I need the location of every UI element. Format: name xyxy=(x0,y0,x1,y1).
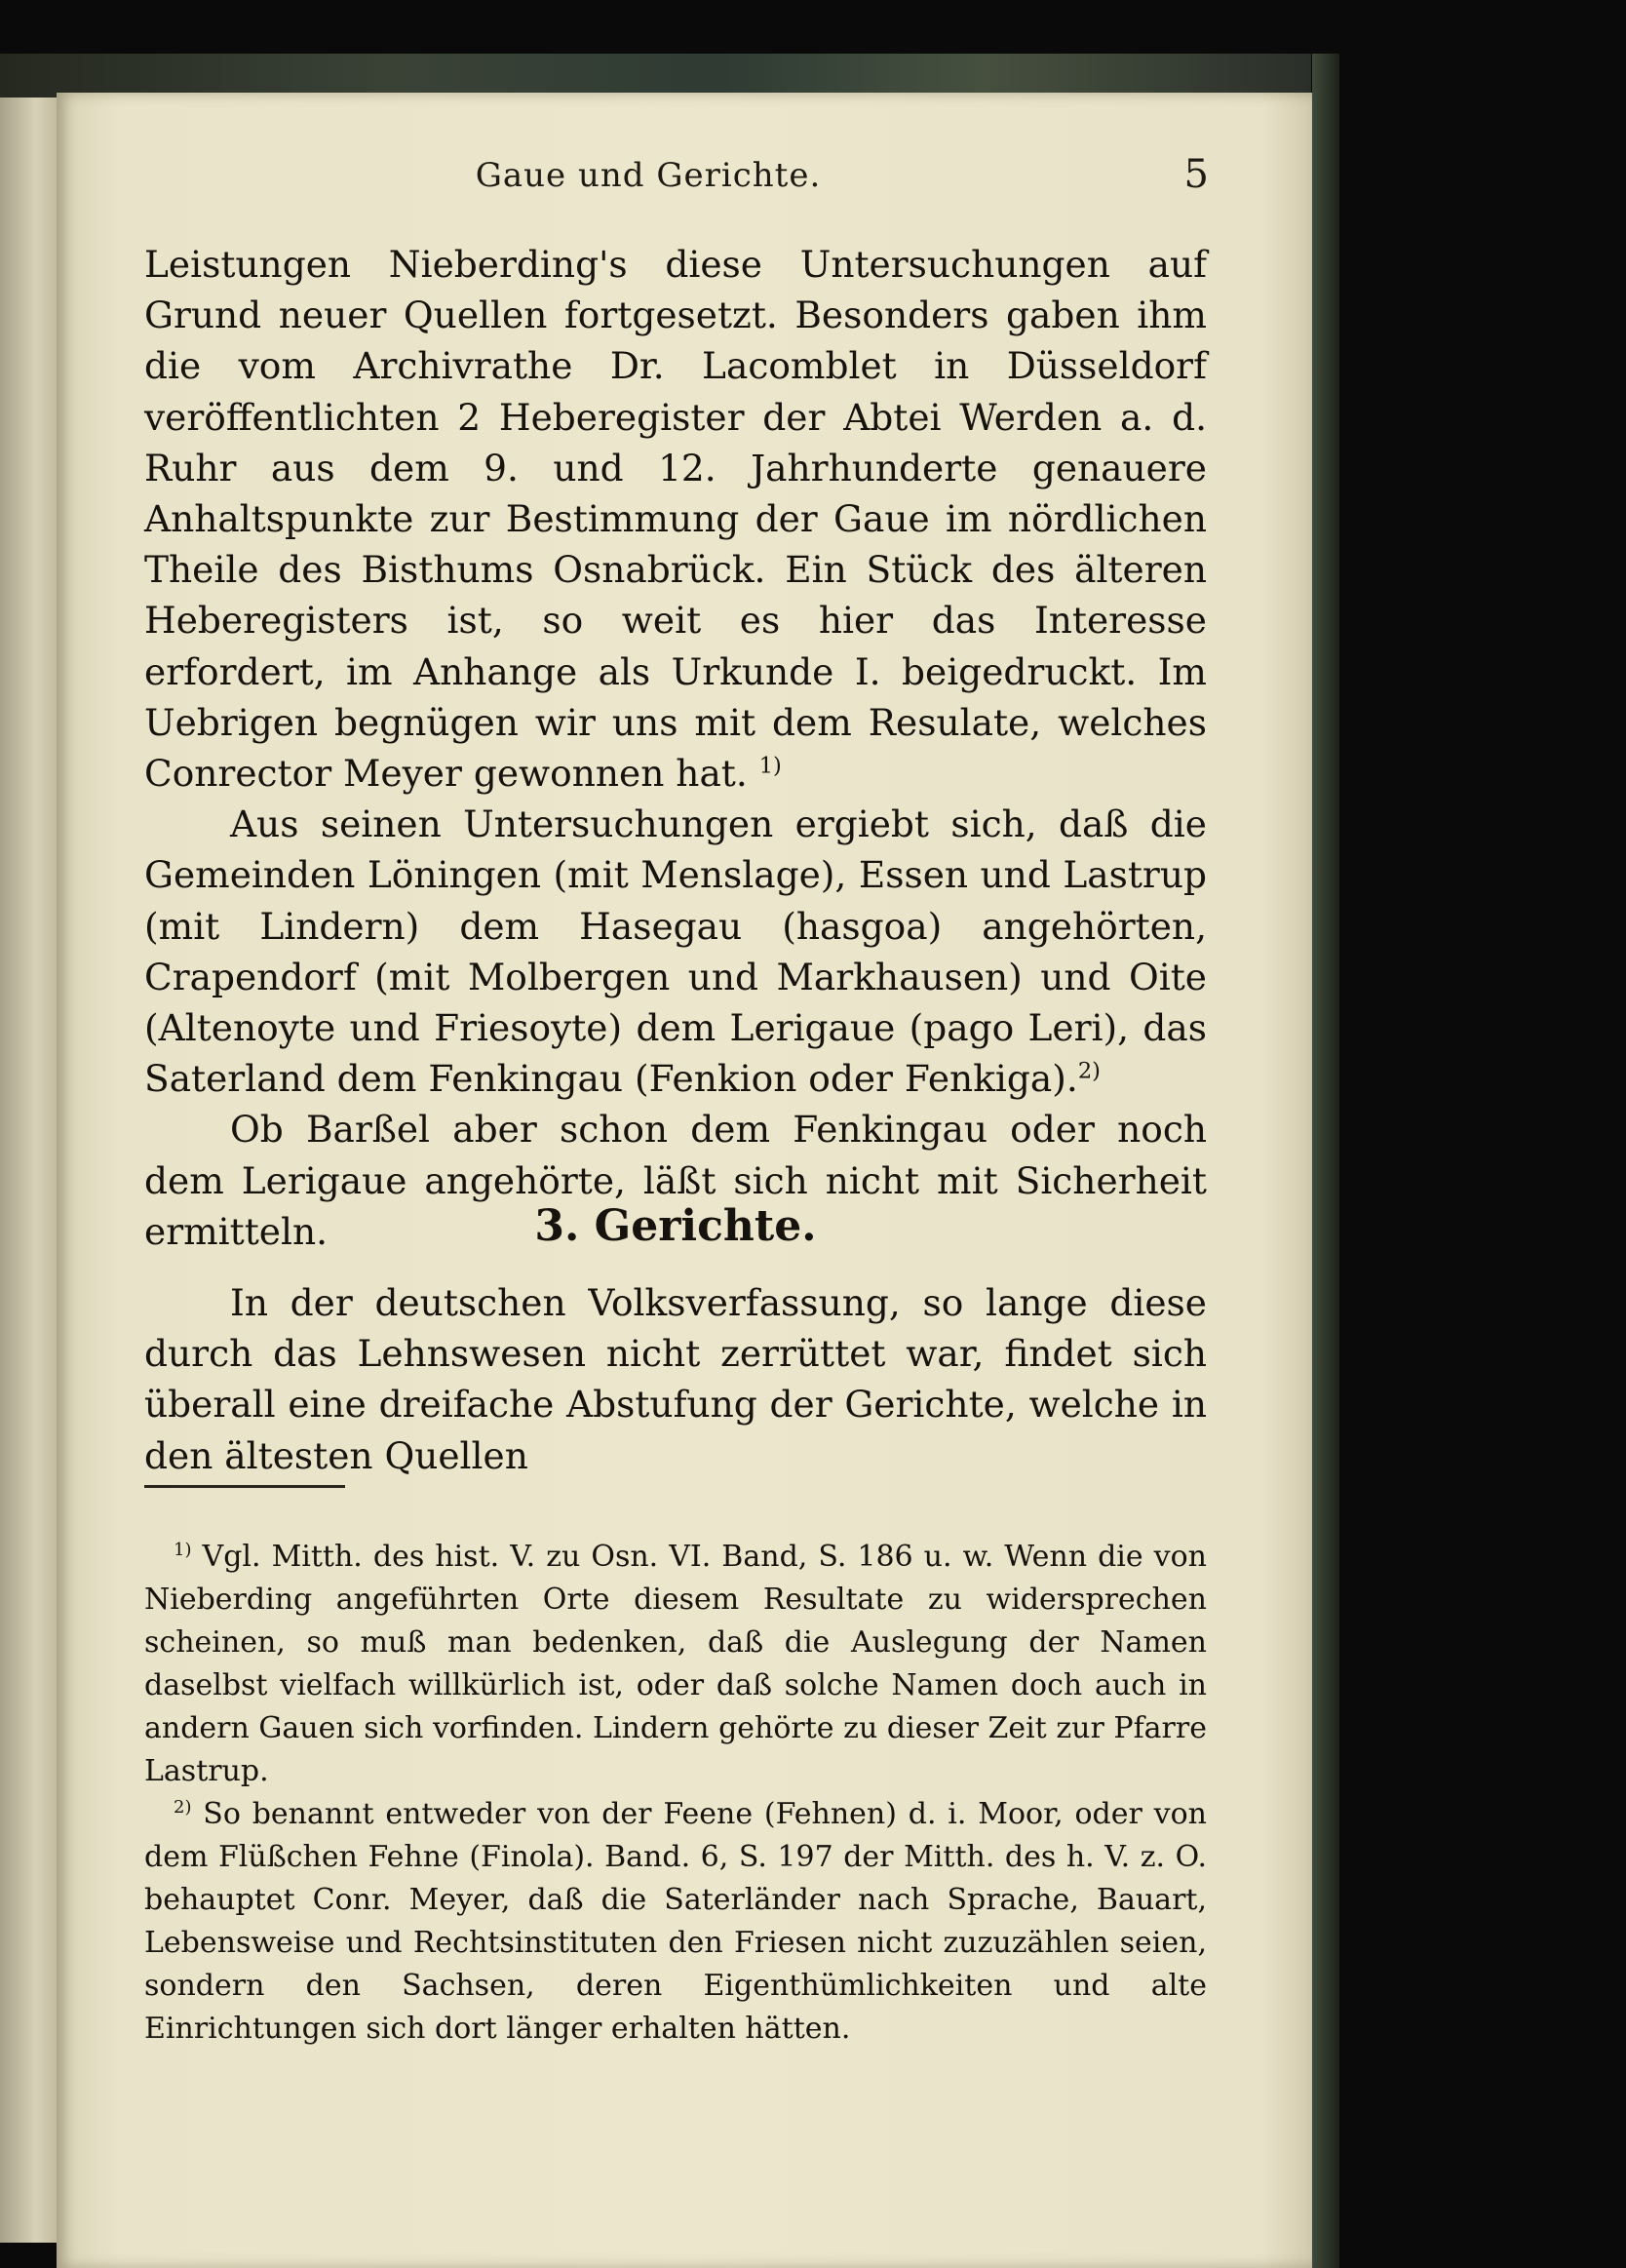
page-header xyxy=(88,146,1209,215)
main-text xyxy=(144,239,1207,1257)
previous-page-edge xyxy=(0,98,60,2243)
book-cover-right-edge xyxy=(1312,54,1339,2268)
section-heading: 3. Gerichte. xyxy=(534,1201,817,1251)
section-paragraph-1: In der deutschen Volksverfassung, so lange diese durch das Lehnswesen nicht zerrüttet war, findet sich überall eine dreifache Abstufung der Gerichte, welche in den ältesten Quellen xyxy=(144,1281,1207,1477)
running-head: Gaue und Gerichte. xyxy=(475,156,822,195)
footnote-1-text: Vgl. Mitth. des hist. V. zu Osn. VI. Band, S. 186 u. w. Wenn die von Nieberding angeführten Orte diesem Resultate zu widersprechen scheinen, so muß man bedenken, daß die Auslegung der Namen daselbst vielfach willkürlich ist, oder daß solche Namen doch auch in andern Gauen sich vorfinden. Lindern gehörte zu dieser Zeit zur Pfarre Lastrup. xyxy=(144,1540,1207,1788)
footnote-1-mark: 1) xyxy=(174,1540,192,1560)
footnote-divider xyxy=(144,1485,345,1488)
footnote-1 xyxy=(144,1536,1207,1793)
footnotes xyxy=(144,1536,1207,2051)
paragraph-1 xyxy=(144,239,1207,799)
footnote-2 xyxy=(144,1793,1207,2051)
section-text xyxy=(144,1277,1207,1481)
paragraph-2-text: Aus seinen Untersuchungen ergiebt sich, daß die Gemeinden Löningen (mit Menslage), Essen und Lastrup (mit Lindern) dem Hasegau (hasgoa) angehörten, Crapendorf (mit Molbergen und Markhausen) und Oite (Altenoyte und Friesoyte) dem Lerigaue (pago Leri), das Saterland dem Fenkingau (Fenkion oder Fenkiga). xyxy=(144,802,1207,1101)
footnote-2-text: So benannt entweder von der Feene (Fehnen) d. i. Moor, oder von dem Flüßchen Fehne (Finola). Band. 6, S. 197 der Mitth. des h. V. z. O. behauptet Conr. Meyer, daß die Saterländer nach Sprache, Bauart, Lebensweise und Rechtsinstituten den Friesen nicht zuzuzählen seien, sondern den Sachsen, deren Eigenthümlichkeiten und alte Einrichtungen sich dort länger erhalten hätten. xyxy=(144,1797,1207,2046)
paragraph-1-text: Leistungen Nieberding's diese Untersuchungen auf Grund neuer Quellen fortgesetzt. Besonders gaben ihm die vom Archivrathe Dr. Lacomblet in Düsseldorf veröffentlichten 2 Heberegister der Abtei Werden a. d. Ruhr aus dem 9. und 12. Jahrhunderte genauere Anhaltspunkte zur Bestimmung der Gaue im nördlichen Theile des Bisthums Osnabrück. Ein Stück des älteren Heberegisters ist, so weit es hier das Interesse erfordert, im Anhange als Urkunde I. beigedruckt. Im Uebrigen begnügen wir uns mit dem Resulate, welches Conrector Meyer gewonnen hat. xyxy=(144,243,1207,796)
footnote-ref-2: 2) xyxy=(1077,1058,1101,1084)
footnote-ref-1: 1) xyxy=(758,753,782,779)
page-number: 5 xyxy=(1183,152,1209,197)
paragraph-2 xyxy=(144,799,1207,1104)
paragraph-3: Ob Barßel aber schon dem Fenkingau oder noch dem Lerigaue angehörte, läßt sich nicht mit Sicherheit ermitteln. xyxy=(144,1108,1207,1253)
footnote-2-mark: 2) xyxy=(174,1797,192,1818)
